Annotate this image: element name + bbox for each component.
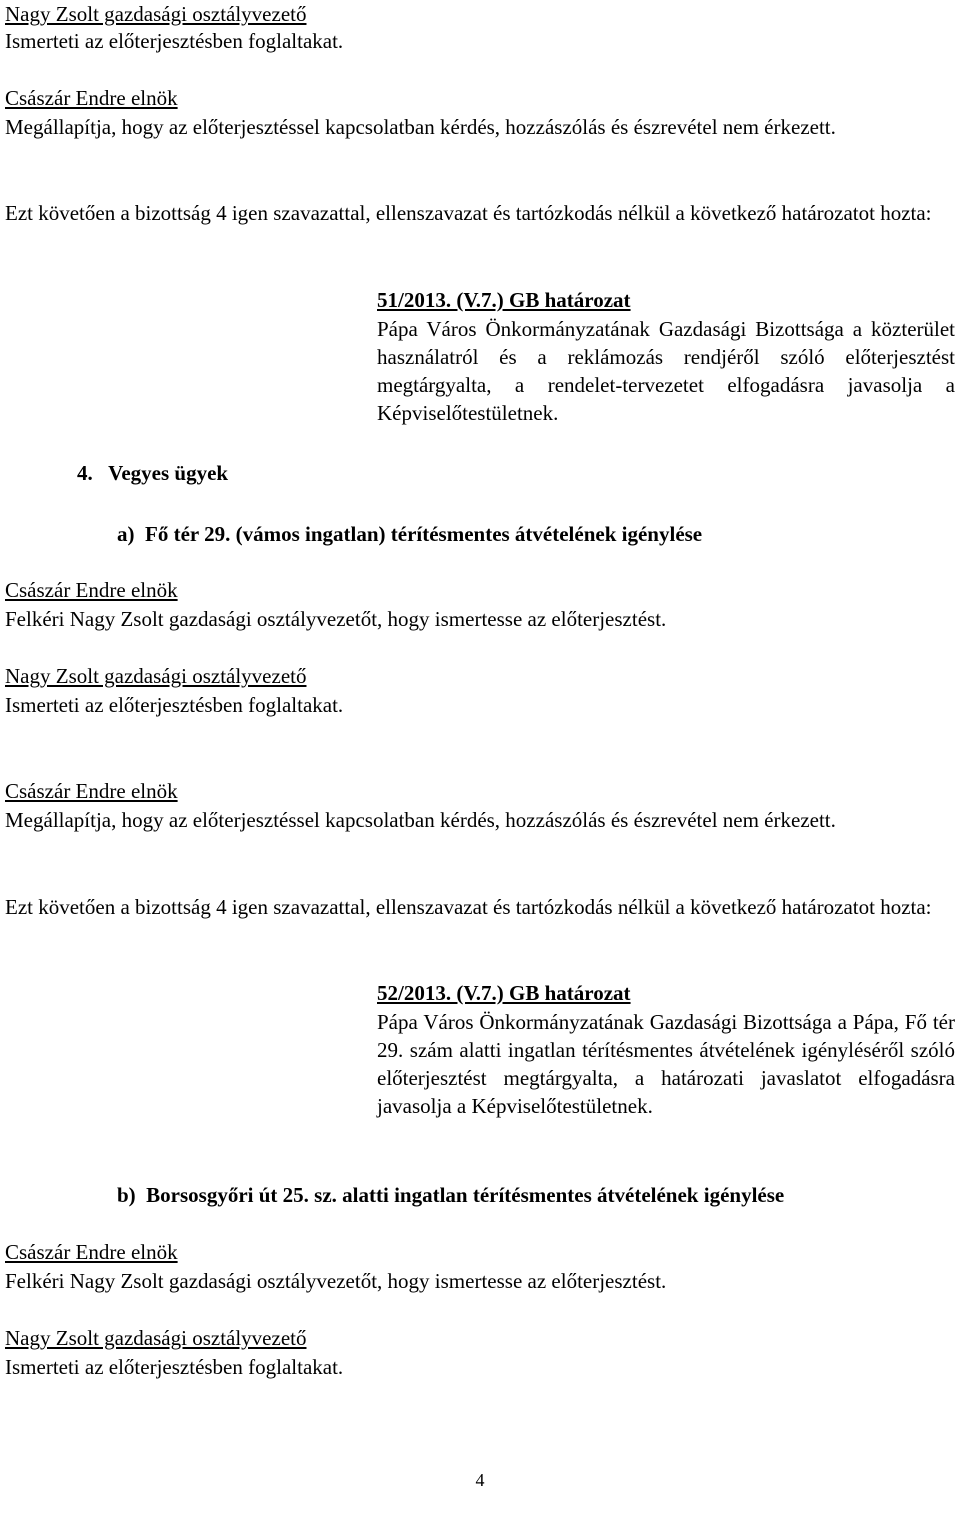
resolution-text: Pápa Város Önkormányzatának Gazdasági Bizottsága a Pápa, Fő tér 29. szám alatti ingatlan térítésmentes átvételének igényléséről szóló előterjesztést megtárgyalta, a határozati javaslatot elfogadásra javasolja a Képviselőtestületnek. (377, 1010, 955, 1118)
speaker-name: Császár Endre elnök (5, 578, 178, 602)
agenda-item-a: a) Fő tér 29. (vámos ingatlan) térítésmentes átvételének igénylése (117, 522, 703, 546)
resolution-title: 51/2013. (V.7.) GB határozat (377, 288, 631, 312)
resolution-title: 52/2013. (V.7.) GB határozat (377, 981, 631, 1005)
vote-text: Ezt követően a bizottság 4 igen szavazattal, ellenszavazat és tartózkodás nélkül a következő határozatot hozta: (5, 895, 932, 919)
statement-text: Megállapítja, hogy az előterjesztéssel kapcsolatban kérdés, hozzászólás és észrevétel nem érkezett. (5, 808, 836, 832)
vote-text: Ezt követően a bizottság 4 igen szavazattal, ellenszavazat és tartózkodás nélkül a következő határozatot hozta: (5, 201, 932, 225)
speaker-name: Nagy Zsolt gazdasági osztályvezető (5, 1326, 307, 1350)
speaker-name: Császár Endre elnök (5, 779, 178, 803)
section-heading: 4. Vegyes ügyek (77, 461, 229, 485)
speaker-name: Nagy Zsolt gazdasági osztályvezető (5, 664, 307, 688)
resolution-text: Pápa Város Önkormányzatának Gazdasági Bizottsága a közterület használatról és a reklámozás rendjéről szóló előterjesztést megtárgyalta, a rendelet-tervezetet elfogadásra javasolja a Képviselőtestületnek. (377, 317, 955, 425)
agenda-item-b: b) Borsosgyőri út 25. sz. alatti ingatlan térítésmentes átvételének igénylése (117, 1183, 785, 1207)
statement-text: Megállapítja, hogy az előterjesztéssel kapcsolatban kérdés, hozzászólás és észrevétel nem érkezett. (5, 115, 836, 139)
statement-text: Felkéri Nagy Zsolt gazdasági osztályvezetőt, hogy ismertesse az előterjesztést. (5, 1269, 667, 1293)
statement-text: Felkéri Nagy Zsolt gazdasági osztályvezetőt, hogy ismertesse az előterjesztést. (5, 607, 667, 631)
speaker-name: Császár Endre elnök (5, 86, 178, 110)
statement-text: Ismerteti az előterjesztésben foglaltakat. (5, 693, 344, 717)
speaker-name: Császár Endre elnök (5, 1240, 178, 1264)
page-number: 4 (475, 1470, 485, 1490)
speaker-name: Nagy Zsolt gazdasági osztályvezető (5, 2, 307, 26)
statement-text: Ismerteti az előterjesztésben foglaltakat. (5, 1355, 344, 1379)
statement-text: Ismerteti az előterjesztésben foglaltakat. (5, 29, 344, 53)
